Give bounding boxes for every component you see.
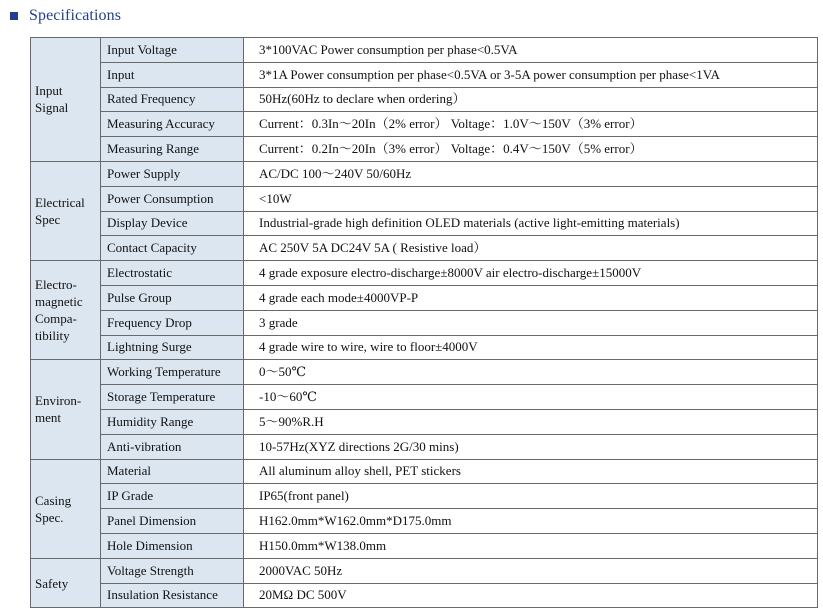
parameter-value: 4 grade wire to wire, wire to floor±4000V: [244, 335, 818, 360]
specifications-table-body: [31, 38, 818, 608]
parameter-name: Measuring Range: [101, 137, 244, 162]
square-bullet-icon: [10, 12, 18, 20]
spec-row: [31, 87, 818, 112]
section-header: [10, 4, 121, 28]
parameter-value: -10～60℃: [244, 385, 818, 410]
parameter-name: Power Consumption: [101, 186, 244, 211]
group-label-line: Compa-: [35, 311, 77, 327]
parameter-value: H162.0mm*W162.0mm*D175.0mm: [244, 509, 818, 534]
parameter-name: Voltage Strength: [101, 558, 244, 583]
spec-row: [31, 558, 818, 583]
spec-row: [31, 360, 818, 385]
group-label-line: ment: [35, 410, 61, 426]
parameter-name: Display Device: [101, 211, 244, 236]
spec-row: [31, 137, 818, 162]
parameter-value: 50Hz(60Hz to declare when ordering）: [244, 87, 818, 112]
parameter-value: 20MΩ DC 500V: [244, 583, 818, 608]
group-label-line: Environ-: [35, 393, 82, 409]
spec-row: [31, 459, 818, 484]
group-label-line: magnetic: [35, 294, 83, 310]
parameter-name: Pulse Group: [101, 285, 244, 310]
parameter-name: Measuring Accuracy: [101, 112, 244, 137]
group-label: [31, 459, 101, 558]
spec-row: [31, 62, 818, 87]
group-label-line: Spec: [35, 212, 61, 228]
parameter-name: Input Voltage: [101, 38, 244, 63]
group-label: [31, 161, 101, 260]
parameter-value: IP65(front panel): [244, 484, 818, 509]
group-label: [31, 558, 101, 608]
group-label: [31, 38, 101, 162]
parameter-value: 4 grade exposure electro-discharge±8000V air electro-discharge±15000V: [244, 261, 818, 286]
parameter-value: 3*1A Power consumption per phase<0.5VA or 3-5A power consumption per phase<1VA: [244, 62, 818, 87]
parameter-value: AC/DC 100～240V 50/60Hz: [244, 161, 818, 186]
parameter-value: 2000VAC 50Hz: [244, 558, 818, 583]
parameter-value: 3*100VAC Power consumption per phase<0.5VA: [244, 38, 818, 63]
parameter-name: Frequency Drop: [101, 310, 244, 335]
parameter-value: 4 grade each mode±4000VP-P: [244, 285, 818, 310]
parameter-name: Panel Dimension: [101, 509, 244, 534]
section-title: Specifications: [29, 7, 122, 24]
parameter-name: Anti-vibration: [101, 434, 244, 459]
parameter-value: 5～90%R.H: [244, 409, 818, 434]
spec-row: [31, 112, 818, 137]
spec-row: [31, 285, 818, 310]
group-label-line: Safety: [35, 575, 69, 591]
parameter-name: Electrostatic: [101, 261, 244, 286]
spec-row: [31, 583, 818, 608]
parameter-name: Storage Temperature: [101, 385, 244, 410]
parameter-name: Input: [101, 62, 244, 87]
parameter-name: Working Temperature: [101, 360, 244, 385]
group-label-line: Electrical: [35, 195, 85, 211]
spec-row: [31, 310, 818, 335]
parameter-value: Current：0.2In～20In（3% error） Voltage：0.4V～150V（5% error）: [244, 137, 818, 162]
group-label: [31, 261, 101, 360]
parameter-name: Rated Frequency: [101, 87, 244, 112]
parameter-value: Current：0.3In～20In（2% error） Voltage：1.0V～150V（3% error）: [244, 112, 818, 137]
group-label: [31, 360, 101, 459]
group-label-line: tibility: [35, 328, 70, 344]
group-label-line: Spec.: [35, 509, 64, 525]
spec-row: [31, 211, 818, 236]
specifications-table: [30, 37, 818, 608]
group-label-line: Signal: [35, 100, 69, 116]
parameter-value: All aluminum alloy shell, PET stickers: [244, 459, 818, 484]
parameter-value: H150.0mm*W138.0mm: [244, 533, 818, 558]
parameter-name: Contact Capacity: [101, 236, 244, 261]
parameter-value: AC 250V 5A DC24V 5A ( Resistive load）: [244, 236, 818, 261]
parameter-value: 0～50℃: [244, 360, 818, 385]
spec-row: [31, 509, 818, 534]
spec-row: [31, 236, 818, 261]
parameter-value: 10-57Hz(XYZ directions 2G/30 mins): [244, 434, 818, 459]
spec-row: [31, 434, 818, 459]
spec-row: [31, 186, 818, 211]
parameter-value: Industrial-grade high definition OLED materials (active light-emitting materials): [244, 211, 818, 236]
parameter-name: Power Supply: [101, 161, 244, 186]
parameter-name: Lightning Surge: [101, 335, 244, 360]
spec-row: [31, 161, 818, 186]
parameter-value: <10W: [244, 186, 818, 211]
group-label-line: Casing: [35, 492, 72, 508]
spec-row: [31, 261, 818, 286]
parameter-name: Insulation Resistance: [101, 583, 244, 608]
group-label-line: Input: [35, 83, 63, 99]
parameter-name: Hole Dimension: [101, 533, 244, 558]
spec-row: [31, 385, 818, 410]
spec-row: [31, 409, 818, 434]
parameter-name: Humidity Range: [101, 409, 244, 434]
spec-row: [31, 533, 818, 558]
group-label-line: Electro-: [35, 277, 77, 293]
spec-row: [31, 38, 818, 63]
parameter-name: IP Grade: [101, 484, 244, 509]
spec-row: [31, 335, 818, 360]
parameter-value: 3 grade: [244, 310, 818, 335]
parameter-name: Material: [101, 459, 244, 484]
spec-row: [31, 484, 818, 509]
